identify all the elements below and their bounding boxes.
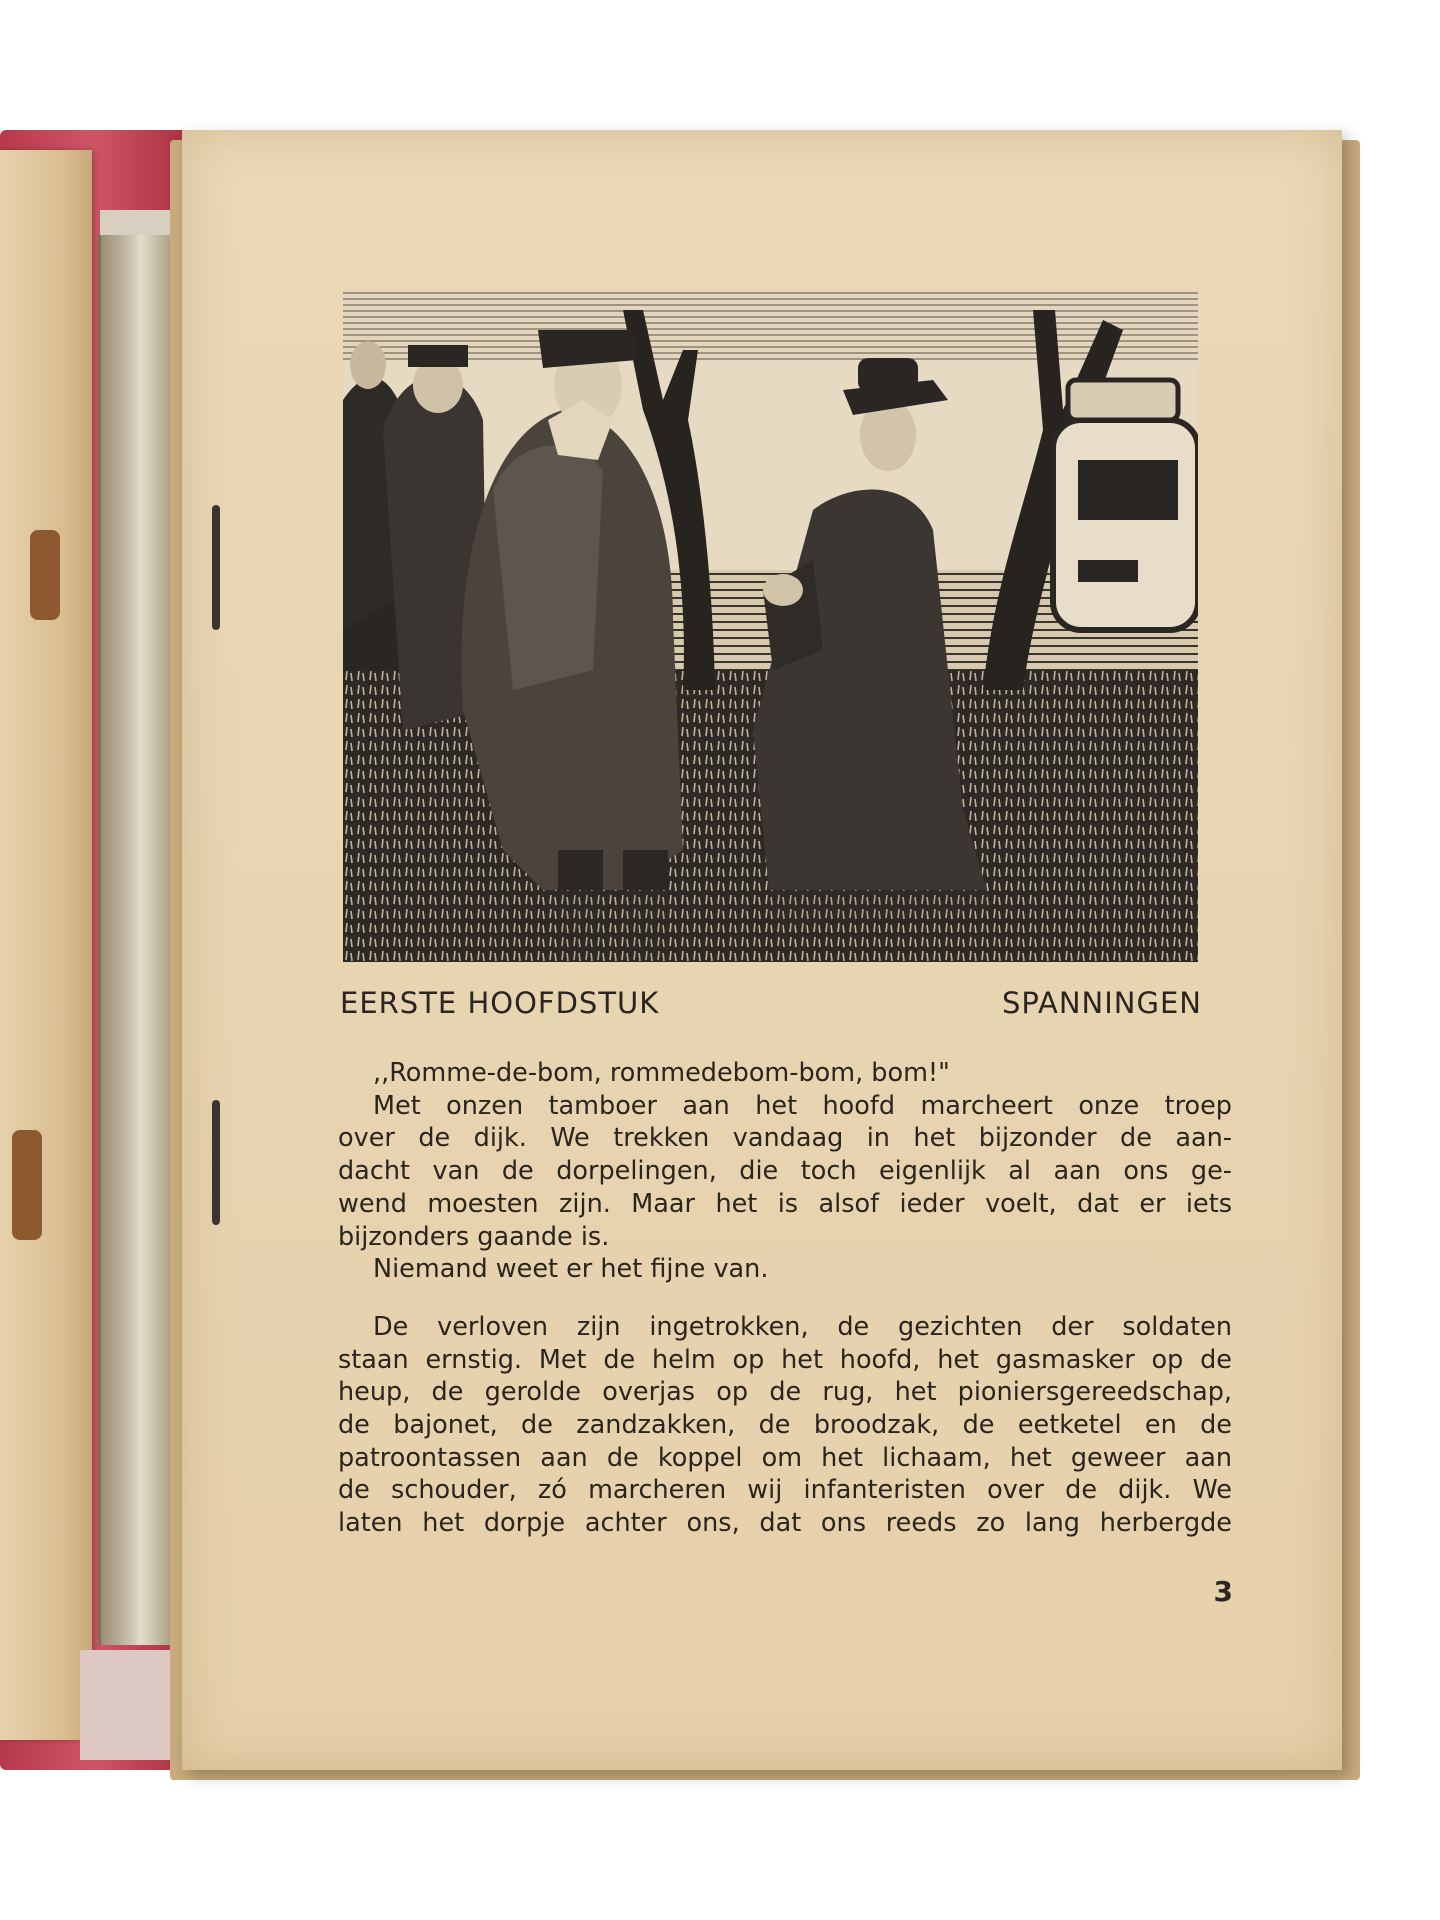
text-line: patroontassen aan de koppel om het lichaam, het geweer aan [338,1442,1232,1473]
text-line: de schouder, zó marcheren wij infanteristen over de dijk. We [338,1475,1232,1506]
page-number: 3 [1213,1575,1233,1608]
text-line: De verloven zijn ingetrokken, de gezichten der soldaten [373,1311,1232,1342]
previous-page [0,150,92,1740]
text-line: ,,Romme-de-bom, rommedebom-bom, bom!" [373,1058,950,1088]
page-tear [12,1130,42,1240]
woodcut-illustration [343,290,1198,962]
paragraph-gap [338,1286,1232,1311]
text-line: staan ernstig. Met de helm op het hoofd, het gasmasker op de [338,1344,1232,1375]
chapter-text [338,1057,1232,1540]
text-line: Niemand weet er het fijne van. [373,1254,769,1285]
staple-top [212,505,220,630]
chapter-title: SPANNINGEN [1001,986,1202,1020]
spine-bottom [80,1650,170,1760]
chapter-label: EERSTE HOOFDSTUK [340,986,660,1020]
text-line: dacht van de dorpelingen, die toch eigenlijk al aan ons ge- [338,1156,1232,1187]
text-line: over de dijk. We trekken vandaag in het bijzonder de aan- [338,1123,1232,1154]
page-tear [30,530,60,620]
text-line: Met onzen tamboer aan het hoofd marcheert onze troep [373,1090,1232,1121]
text-line: de bajonet, de zandzakken, de broodzak, de eetketel en de [338,1410,1232,1441]
text-line: heup, de gerolde overjas op de rug, het pioniersgereedschap, [338,1377,1232,1408]
book-spine [98,235,176,1645]
staple-bottom [212,1100,220,1225]
text-line: wend moesten zijn. Maar het is alsof ieder voelt, dat er iets [338,1188,1232,1219]
text-line: laten het dorpje achter ons, dat ons reeds zo lang herbergde [338,1508,1232,1539]
text-line: bijzonders gaande is. [338,1221,610,1252]
